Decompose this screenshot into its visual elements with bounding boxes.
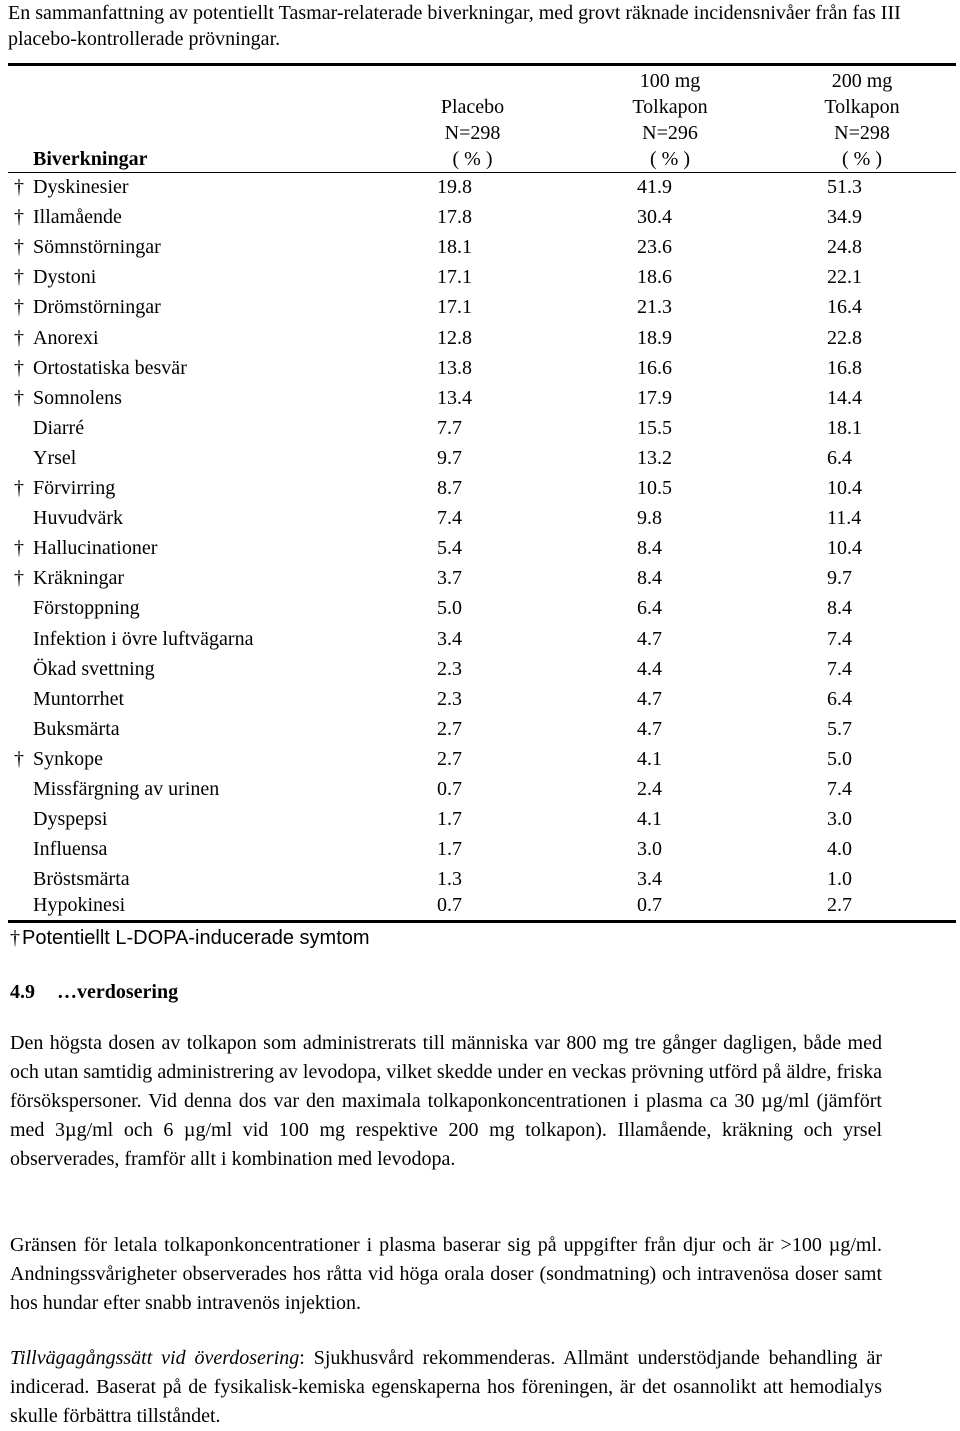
cell-placebo: 18.1: [437, 236, 472, 259]
table-row: [0, 774, 960, 804]
cell-tolkapon-100: 15.5: [637, 416, 672, 439]
row-name: Missfärgning av urinen: [33, 778, 220, 800]
cell-placebo: 13.8: [437, 356, 472, 379]
cell-placebo: 5.4: [437, 537, 462, 560]
table-row: [0, 473, 960, 503]
dagger-icon: †: [14, 356, 24, 379]
table-row: [0, 654, 960, 684]
cell-tolkapon-200: 8.4: [827, 597, 852, 620]
dagger-icon: †: [14, 386, 24, 409]
cell-tolkapon-200: 18.1: [827, 416, 862, 439]
dagger-icon: †: [14, 747, 24, 770]
row-name: Synkope: [33, 747, 103, 770]
table-row: [0, 443, 960, 473]
table-row: [0, 383, 960, 413]
table-footnote: [10, 924, 370, 952]
header-100-line: 100 mg: [639, 70, 701, 92]
table-row: [0, 202, 960, 232]
table-row: [0, 413, 960, 443]
row-name: Dyskinesier: [33, 176, 129, 198]
section-title: …verdosering: [57, 981, 179, 1003]
cell-tolkapon-100: 6.4: [637, 597, 662, 620]
cell-placebo: 17.1: [437, 296, 472, 319]
row-name: Buksmärta: [33, 717, 120, 740]
cell-tolkapon-200: 14.4: [827, 386, 862, 409]
table-row: [0, 563, 960, 593]
dagger-icon: †: [14, 537, 24, 560]
cell-tolkapon-200: 34.9: [827, 206, 862, 229]
cell-tolkapon-100: 4.7: [637, 717, 662, 740]
table-row: [0, 533, 960, 563]
table-row: [0, 624, 960, 654]
footnote-text: Potentiellt L-DOPA-inducerade symtom: [22, 927, 370, 949]
cell-tolkapon-100: 10.5: [637, 477, 672, 499]
cell-tolkapon-100: 17.9: [637, 386, 672, 409]
cell-placebo: 3.7: [437, 567, 462, 590]
header-tolkapon-200: [797, 68, 927, 172]
paragraph: [10, 1344, 882, 1431]
table-bottom-rule: [8, 920, 956, 923]
cell-tolkapon-100: 18.9: [637, 326, 672, 349]
header-placebo-line: Placebo: [440, 96, 505, 118]
table-row: [0, 593, 960, 623]
cell-placebo: 2.7: [437, 747, 462, 770]
row-name: Kräkningar: [33, 567, 125, 590]
cell-tolkapon-100: 2.4: [637, 778, 662, 800]
header-200-line: Tolkapon: [824, 96, 900, 118]
table-row: [0, 890, 960, 920]
cell-tolkapon-200: 7.4: [827, 627, 852, 650]
row-name: Infektion i övre luftvägarna: [33, 627, 254, 650]
cell-placebo: 2.3: [437, 687, 462, 710]
header-placebo: [410, 94, 535, 172]
cell-placebo: 19.8: [437, 176, 472, 198]
table-row: [0, 232, 960, 262]
row-name: Yrsel: [33, 446, 77, 469]
cell-placebo: 12.8: [437, 326, 472, 349]
row-name: Diarré: [33, 416, 85, 439]
cell-tolkapon-100: 16.6: [637, 356, 672, 379]
cell-placebo: 0.7: [437, 894, 462, 917]
table-row: [0, 834, 960, 864]
cell-tolkapon-100: 4.1: [637, 808, 662, 831]
cell-tolkapon-100: 3.0: [637, 838, 662, 861]
cell-tolkapon-100: 13.2: [637, 446, 672, 469]
table-row: [0, 503, 960, 533]
header-100-line: N=296: [642, 122, 698, 144]
cell-tolkapon-100: 18.6: [637, 266, 672, 289]
cell-tolkapon-200: 5.0: [827, 747, 852, 770]
table-row: [0, 172, 960, 202]
table-row: [0, 714, 960, 744]
cell-placebo: 3.4: [437, 627, 462, 650]
cell-tolkapon-200: 10.4: [827, 537, 862, 560]
cell-placebo: 5.0: [437, 597, 462, 620]
row-name: Förstoppning: [33, 597, 140, 620]
cell-tolkapon-100: 4.4: [637, 657, 662, 680]
cell-tolkapon-100: 3.4: [637, 868, 662, 891]
row-name: Sömnstörningar: [33, 236, 161, 259]
row-name: Hallucinationer: [33, 537, 158, 560]
cell-placebo: 1.7: [437, 808, 462, 831]
dagger-icon: †: [14, 236, 24, 259]
cell-tolkapon-100: 21.3: [637, 296, 672, 319]
cell-tolkapon-200: 7.4: [827, 778, 852, 800]
cell-tolkapon-200: 16.4: [827, 296, 862, 319]
header-200-line: N=298: [834, 122, 890, 144]
cell-tolkapon-100: 0.7: [637, 894, 662, 917]
cell-placebo: 7.7: [437, 416, 462, 439]
cell-placebo: 2.7: [437, 717, 462, 740]
cell-tolkapon-200: 7.4: [827, 657, 852, 680]
header-200-line: 200 mg: [831, 70, 893, 92]
cell-placebo: 1.7: [437, 838, 462, 861]
paragraph-italic-lead: Tillvägagångssätt vid överdosering: [10, 1347, 300, 1369]
cell-tolkapon-200: 9.7: [827, 567, 852, 590]
row-name: Huvudvärk: [33, 507, 123, 530]
row-name: Ökad svettning: [33, 657, 155, 680]
cell-tolkapon-100: 23.6: [637, 236, 672, 259]
cell-tolkapon-200: 22.8: [827, 326, 862, 349]
cell-tolkapon-200: 1.0: [827, 868, 852, 891]
header-placebo-line: ( % ): [452, 148, 493, 170]
cell-placebo: 2.3: [437, 657, 462, 680]
cell-tolkapon-200: 16.8: [827, 356, 862, 379]
cell-tolkapon-100: 9.8: [637, 507, 662, 530]
row-name: Hypokinesi: [33, 894, 126, 917]
table-row: [0, 353, 960, 383]
row-name: Somnolens: [33, 386, 122, 409]
cell-tolkapon-100: 8.4: [637, 567, 662, 590]
header-200-line: ( % ): [842, 148, 882, 170]
cell-tolkapon-200: 6.4: [827, 446, 852, 469]
cell-tolkapon-200: 4.0: [827, 838, 852, 861]
cell-tolkapon-200: 22.1: [827, 266, 862, 289]
cell-tolkapon-200: 3.0: [827, 808, 852, 831]
table-row: [0, 684, 960, 714]
header-placebo-line: N=298: [444, 122, 501, 144]
table-row: [0, 323, 960, 353]
cell-tolkapon-200: 51.3: [827, 176, 862, 198]
dagger-icon: †: [14, 326, 24, 349]
dagger-icon: †: [14, 477, 24, 499]
cell-tolkapon-100: 8.4: [637, 537, 662, 560]
header-100-line: Tolkapon: [632, 96, 708, 118]
cell-tolkapon-100: 30.4: [637, 206, 672, 229]
dagger-icon: †: [14, 266, 24, 289]
row-name: Bröstsmärta: [33, 868, 130, 891]
row-name: Muntorrhet: [33, 687, 125, 710]
dagger-icon: †: [14, 206, 24, 229]
cell-tolkapon-200: 6.4: [827, 687, 852, 710]
cell-placebo: 8.7: [437, 477, 462, 499]
cell-tolkapon-100: 4.7: [637, 627, 662, 650]
row-name: Dystoni: [33, 266, 97, 289]
table-row: [0, 292, 960, 322]
header-biverkningar: Biverkningar: [33, 148, 148, 170]
header-tolkapon-100: [605, 68, 735, 172]
table-row: [0, 744, 960, 774]
section-heading: [10, 978, 178, 1006]
dagger-icon: †: [14, 567, 24, 590]
header-100-line: ( % ): [650, 148, 690, 170]
row-name: Dyspepsi: [33, 808, 108, 831]
dagger-icon: †: [14, 176, 24, 198]
cell-placebo: 9.7: [437, 446, 462, 469]
cell-placebo: 7.4: [437, 507, 462, 530]
table-top-rule: [8, 63, 956, 66]
cell-tolkapon-200: 2.7: [827, 894, 852, 917]
cell-placebo: 13.4: [437, 386, 472, 409]
dagger-icon: †: [14, 296, 24, 319]
row-name: Ortostatiska besvär: [33, 356, 187, 379]
row-name: Influensa: [33, 838, 108, 861]
intro-text: En sammanfattning av potentiellt Tasmar-relaterade biverkningar, med grovt räknade incidensnivåer från fas III placebo-kontrollerade prövningar.: [8, 2, 901, 50]
cell-tolkapon-100: 41.9: [637, 176, 672, 198]
cell-tolkapon-100: 4.1: [637, 747, 662, 770]
cell-tolkapon-200: 5.7: [827, 717, 852, 740]
table-row: [0, 262, 960, 292]
cell-placebo: 17.8: [437, 206, 472, 229]
cell-tolkapon-200: 10.4: [827, 477, 862, 499]
row-name: Förvirring: [33, 477, 116, 499]
paragraph: Den högsta dosen av tolkapon som administrerats till människa var 800 mg tre gånger dagligen, både med och utan samtidig administrering av levodopa, vilket skedde under en veckas prövning utförd på äldre, friska försökspersoner. Vid denna dos var den maximala tolkaponkoncentrationen i plasma ca 30 µg/ml (jämfört med 3µg/ml och 6 µg/ml vid 100 mg respektive 200 mg tolkapon). Illamående, kräkning och yrsel observerades, framför allt i kombination med levodopa.: [10, 1032, 882, 1170]
cell-tolkapon-100: 4.7: [637, 687, 662, 710]
paragraph: Gränsen för letala tolkaponkoncentrationer i plasma baserar sig på uppgifter från djur och är >100 µg/ml. Andningssvårigheter observerades hos råtta vid höga orala doser (sondmatning) och intravenösa doser samt hos hundar efter snabb intravenös injektion.: [10, 1234, 882, 1314]
cell-placebo: 17.1: [437, 266, 472, 289]
cell-tolkapon-200: 11.4: [827, 507, 862, 530]
table-row: [0, 804, 960, 834]
cell-placebo: 0.7: [437, 778, 462, 800]
paragraph-rest: : Sjukhusvård rekommenderas. Allmänt understödjande behandling är indicerad. Baserat på de fysikalisk-kemiska egenskaperna hos föreningen, är det osannolikt att hemodialys skulle förbättra tillståndet.: [10, 1347, 882, 1427]
row-name: Drömstörningar: [33, 296, 161, 319]
cell-placebo: 1.3: [437, 868, 462, 891]
row-name: Illamående: [33, 206, 122, 229]
row-name: Anorexi: [33, 326, 99, 349]
section-number: 4.9: [10, 981, 35, 1003]
cell-tolkapon-200: 24.8: [827, 236, 862, 259]
dagger-icon: †: [10, 927, 20, 949]
